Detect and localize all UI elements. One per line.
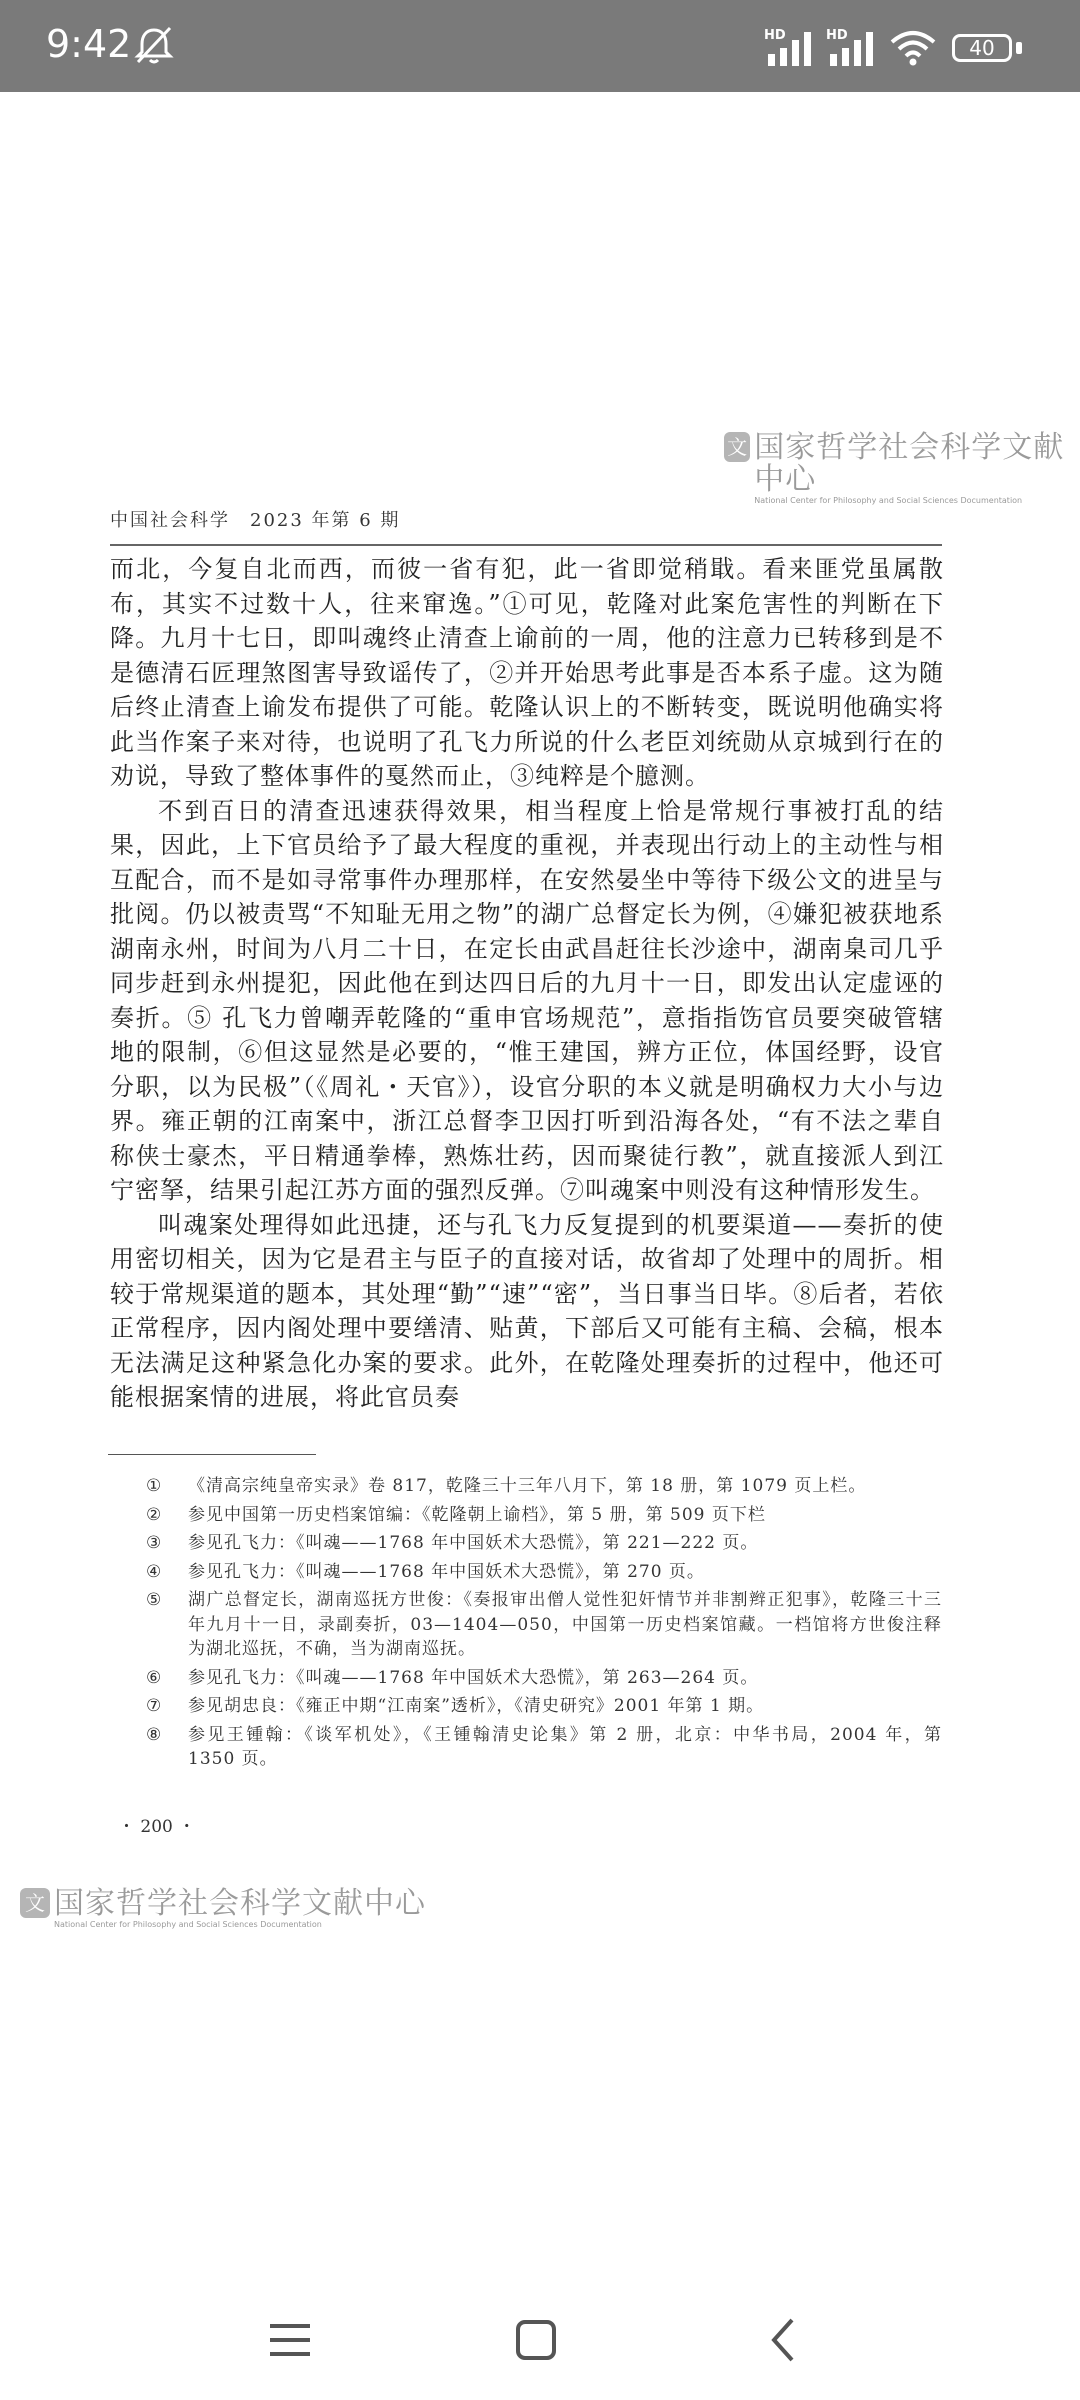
paragraph: 而北，今复自北而西，而彼一省有犯，此一省即觉稍戢。看来匪党虽属散布，其实不过数十人，往来窜逸。”①可见，乾隆对此案危害性的判断在下降。九月十七日，即叫魂终止清查上谕前的一周，他的注意力已转移到是不是德清石匠理煞图害导致谣传了，②并开始思考此事是否本系子虚。这为随后终止清查上谕发布提供了可能。乾隆认识上的不断转变，既说明他确实将此当作案子来对待，也说明了孔飞力所说的什么老臣刘统勋从京城到行在的劝说，导致了整体事件的戛然而止，③纯粹是个臆测。	[110, 555, 944, 790]
status-bar	[0, 0, 1080, 92]
footnote-text: 参见胡忠良：《雍正中期“江南案”透析》，《清史研究》2001 年第 1 期。	[188, 1696, 765, 1716]
footnote-number: ⑥	[146, 1667, 163, 1688]
watermark-name-en: National Center for Philosophy and Social Sciences Documentation	[754, 496, 1023, 505]
footnote	[146, 1588, 942, 1662]
footnote-number: ⑦	[146, 1696, 163, 1716]
page-number: ・ 200 ・	[118, 1817, 196, 1837]
footnotes	[146, 1474, 942, 1776]
article-body	[110, 552, 944, 1415]
mute-icon	[132, 24, 176, 68]
footnote	[146, 1560, 942, 1585]
footnote-divider	[108, 1454, 316, 1455]
footnote	[146, 1666, 942, 1691]
footnote-text: 参见孔飞力：《叫魂——1768 年中国妖术大恐慌》，第 270 页。	[188, 1561, 705, 1582]
wifi-icon	[888, 28, 938, 68]
watermark-top	[724, 432, 1080, 506]
watermark-name-en: National Center for Philosophy and Social Sciences Documentation	[54, 1920, 322, 1929]
footnote-text: 参见孔飞力：《叫魂——1768 年中国妖术大恐慌》，第 263—264 页。	[188, 1667, 759, 1688]
back-icon[interactable]	[754, 2310, 814, 2370]
footnote-number: ④	[146, 1561, 163, 1582]
watermark-bottom	[20, 1888, 426, 1930]
footnote	[146, 1503, 942, 1528]
footnote-number: ③	[146, 1533, 163, 1553]
home-icon[interactable]	[506, 2310, 566, 2370]
footnote-text: 《清高宗纯皇帝实录》卷 817，乾隆三十三年八月下，第 18 册，第 1079 页上栏。	[188, 1476, 867, 1496]
footnote	[146, 1474, 942, 1499]
signal-icon-1	[764, 28, 820, 68]
menu-icon[interactable]	[260, 2310, 320, 2370]
watermark-logo-icon: 文	[724, 432, 750, 462]
network-label-2: HD	[826, 28, 848, 43]
battery-tip	[1016, 42, 1022, 54]
footnote-text: 湖广总督定长，湖南巡抚方世俊：《奏报审出僧人觉性犯奸情节并非割辫正犯事》，乾隆三十三年九月十一日，录副奏折，03—1404—050，中国第一历史档案馆藏。一档馆将方世俊注释为湖北巡抚，不确，当为湖南巡抚。	[188, 1590, 942, 1659]
paragraph: 不到百日的清查迅速获得效果，相当程度上恰是常规行事被打乱的结果，因此，上下官员给予了最大程度的重视，并表现出行动上的主动性与相互配合，而不是如寻常事件办理那样，在安然晏坐中等待下级公文的进呈与批阅。仍以被责骂“不知耻无用之物”的湖广总督定长为例，④嫌犯被获地系湖南永州，时间为八月二十日，在定长由武昌赶往长沙途中，湖南臬司几乎同步赶到永州提犯，因此他在到达四日后的九月十一日，即发出认定虚诬的奏折。⑤ 孔飞力曾嘲弄乾隆的“重申官场规范”，意指指饬官员要突破管辖地的限制，⑥但这显然是必要的，“惟王建国，辨方正位，体国经野，设官分职，以为民极”（《周礼・天官》），设官分职的本义就是明确权力大小与边界。雍正朝的江南案中，浙江总督李卫因打听到沿海各处，“有不法之辈自称侠士豪杰，平日精通拳棒，熟炼壮药，因而聚徒行教”，就直接派人到江宁密拏，结果引起江苏方面的强烈反弹。⑦叫魂案中则没有这种情形发生。	[110, 796, 944, 1204]
journal-header: 中国社会科学 2023 年第 6 期	[110, 506, 942, 546]
footnote	[146, 1531, 942, 1556]
paragraph: 叫魂案处理得如此迅捷，还与孔飞力反复提到的机要渠道——奏折的使用密切相关，因为它是君主与臣子的直接对话，故省却了处理中的周折。相较于常规渠道的题本，其处理“勤”“速”“密”，当日事当日毕。⑧后者，若依正常程序，因内阁处理中要缮清、贴黄，下部后又可能有主稿、会稿，根本无法满足这种紧急化办案的要求。此外，在乾隆处理奏折的过程中，他还可能根据案情的进展，将此官员奏	[110, 1210, 944, 1411]
footnote-number: ②	[146, 1504, 163, 1525]
status-time: 9:42	[46, 22, 132, 66]
footnote-text: 参见中国第一历史档案馆编：《乾隆朝上谕档》，第 5 册，第 509 页下栏	[188, 1504, 766, 1525]
battery-icon: 40	[952, 34, 1012, 62]
signal-icon-2	[826, 28, 882, 68]
footnote-number: ①	[146, 1476, 163, 1496]
footnote-text: 参见孔飞力：《叫魂——1768 年中国妖术大恐慌》，第 221—222 页。	[188, 1533, 759, 1553]
watermark-name-cn: 国家哲学社会科学文献中心	[754, 430, 1065, 497]
footnote-text: 参见王锺翰：《谈军机处》，《王锺翰清史论集》第 2 册，北京：中华书局，2004 年，第 1350 页。	[188, 1724, 942, 1769]
footnote	[146, 1694, 942, 1719]
network-label-1: HD	[764, 28, 786, 43]
watermark-name-cn: 国家哲学社会科学文献中心	[54, 1886, 426, 1921]
footnote-number: ⑧	[146, 1724, 163, 1745]
watermark-logo-icon: 文	[20, 1888, 50, 1918]
footnote	[146, 1723, 942, 1772]
footnote-number: ⑤	[146, 1590, 163, 1610]
